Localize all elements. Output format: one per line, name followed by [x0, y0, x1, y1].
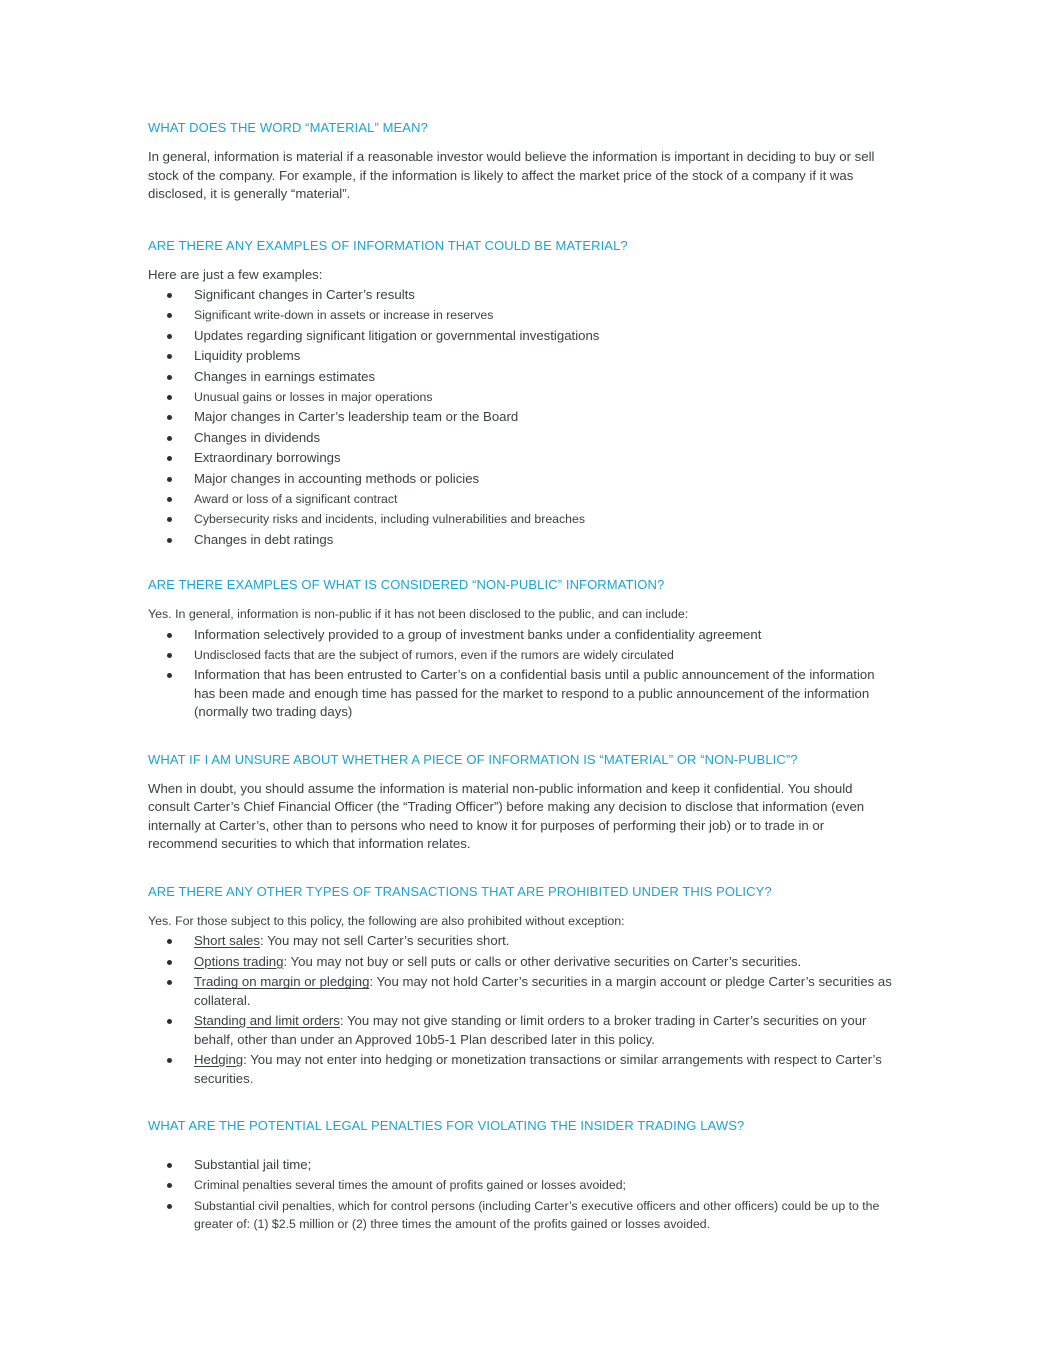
bullet-icon — [167, 456, 172, 461]
section-penalties — [148, 1118, 893, 1234]
list-item: Criminal penalties several times the amount of profits gained or losses avoided; — [148, 1176, 893, 1195]
section-heading: WHAT DOES THE WORD “MATERIAL” MEAN? — [148, 120, 428, 135]
section-body: When in doubt, you should assume the information is material non-public information and keep it confidential. You should consult Carter’s Chief Financial Officer (the “Trading Officer”) before making any decision to disclose that information (even internally at Carter’s, other than to persons who need to know it for purposes of performing their job) or to trade in or recommend securities to which that information relates. — [148, 780, 865, 852]
list-item: Options trading: You may not buy or sell puts or calls or other derivative securities on Carter’s securities. — [148, 953, 893, 972]
spacer — [148, 1146, 893, 1156]
section-heading: ARE THERE EXAMPLES OF WHAT IS CONSIDERED “NON-PUBLIC” INFORMATION? — [148, 577, 665, 593]
bullet-icon — [167, 1183, 172, 1188]
bullet-icon — [167, 538, 172, 543]
bullet-icon — [167, 517, 172, 522]
examples-list — [148, 286, 893, 549]
list-item: Cybersecurity risks and incidents, including vulnerabilities and breaches — [148, 510, 893, 529]
bullet-icon — [167, 313, 172, 318]
section-intro: Yes. For those subject to this policy, the following are also prohibited without exception: — [148, 913, 625, 928]
list-item: Changes in debt ratings — [148, 531, 893, 550]
bullet-icon — [167, 293, 172, 298]
penalties-list — [148, 1156, 893, 1234]
term-label: Trading on margin or pledging — [194, 974, 370, 990]
section-examples — [148, 238, 893, 550]
bullet-icon — [167, 653, 172, 658]
list-item: Information that has been entrusted to Carter’s on a confidential basis until a public announcement of the information has been made and enough time has passed for the market to respond to a public announcement of the information (normally two trading days) — [148, 666, 893, 722]
term-label: Short sales — [194, 933, 260, 949]
bullet-icon — [167, 939, 172, 944]
bullet-icon — [167, 633, 172, 638]
section-intro: Here are just a few examples: — [148, 266, 323, 282]
list-item: Undisclosed facts that are the subject of rumors, even if the rumors are widely circulated — [148, 646, 893, 665]
list-item: Major changes in accounting methods or policies — [148, 470, 893, 489]
list-item: Extraordinary borrowings — [148, 449, 893, 468]
list-item: Award or loss of a significant contract — [148, 490, 893, 509]
list-item: Standing and limit orders: You may not give standing or limit orders to a broker trading in Carter’s securities on your behalf, other than under an Approved 10b5-1 Plan described later in this policy. — [148, 1012, 893, 1049]
section-heading: ARE THERE ANY OTHER TYPES OF TRANSACTIONS THAT ARE PROHIBITED UNDER THIS POLICY? — [148, 883, 772, 899]
bullet-icon — [167, 1163, 172, 1168]
bullet-icon — [167, 1058, 172, 1063]
list-item: Substantial jail time; — [148, 1156, 893, 1175]
bullet-icon — [167, 395, 172, 400]
list-item: Short sales: You may not sell Carter’s securities short. — [148, 932, 893, 951]
bullet-icon — [167, 673, 172, 678]
list-item: Changes in earnings estimates — [148, 368, 893, 387]
bullet-icon — [167, 477, 172, 482]
list-item: Information selectively provided to a group of investment banks under a confidentiality agreement — [148, 626, 893, 645]
document-page — [148, 120, 893, 1268]
term-label: Options trading — [194, 953, 284, 969]
section-material — [148, 120, 893, 204]
bullet-icon — [167, 980, 172, 985]
section-intro: Yes. In general, information is non-public if it has not been disclosed to the public, and can include: — [148, 607, 689, 622]
bullet-icon — [167, 436, 172, 441]
section-heading: ARE THERE ANY EXAMPLES OF INFORMATION THAT COULD BE MATERIAL? — [148, 237, 628, 253]
list-item: Unusual gains or losses in major operations — [148, 388, 893, 407]
list-item: Major changes in Carter’s leadership team or the Board — [148, 408, 893, 427]
section-prohibited — [148, 884, 893, 1088]
section-heading: WHAT ARE THE POTENTIAL LEGAL PENALTIES FOR VIOLATING THE INSIDER TRADING LAWS? — [148, 1118, 745, 1134]
section-heading: WHAT IF I AM UNSURE ABOUT WHETHER A PIECE OF INFORMATION IS “MATERIAL” OR “NON-PUBLIC”? — [148, 751, 798, 767]
bullet-icon — [167, 334, 172, 339]
term-label: Hedging — [194, 1052, 244, 1068]
list-item: Hedging: You may not enter into hedging or monetization transactions or similar arrangements with respect to Carter’s securities. — [148, 1051, 893, 1088]
list-item: Substantial civil penalties, which for control persons (including Carter’s executive officers and other officers) could be up to the greater of: (1) $2.5 million or (2) three times the amount of the profits gained or losses avoided. — [148, 1197, 893, 1234]
list-item: Trading on margin or pledging: You may not hold Carter’s securities in a margin account or pledge Carter’s securities as collateral. — [148, 973, 893, 1010]
bullet-icon — [167, 375, 172, 380]
list-item: Significant changes in Carter’s results — [148, 286, 893, 305]
term-label: Standing and limit orders — [194, 1013, 340, 1029]
list-item: Updates regarding significant litigation or governmental investigations — [148, 327, 893, 346]
list-item: Liquidity problems — [148, 347, 893, 366]
section-body: In general, information is material if a reasonable investor would believe the information is important in deciding to buy or sell stock of the company. For example, if the information is likely to affect the market price of the stock of a company if it was disclosed, it is generally “material”. — [148, 149, 875, 201]
list-item: Significant write-down in assets or increase in reserves — [148, 306, 893, 325]
bullet-icon — [167, 415, 172, 420]
section-unsure — [148, 752, 893, 854]
bullet-icon — [167, 960, 172, 965]
bullet-icon — [167, 497, 172, 502]
bullet-icon — [167, 1204, 172, 1209]
bullet-icon — [167, 354, 172, 359]
section-nonpublic — [148, 577, 893, 722]
prohibited-list — [148, 932, 893, 1088]
nonpublic-list — [148, 626, 893, 722]
bullet-icon — [167, 1019, 172, 1024]
list-item: Changes in dividends — [148, 429, 893, 448]
